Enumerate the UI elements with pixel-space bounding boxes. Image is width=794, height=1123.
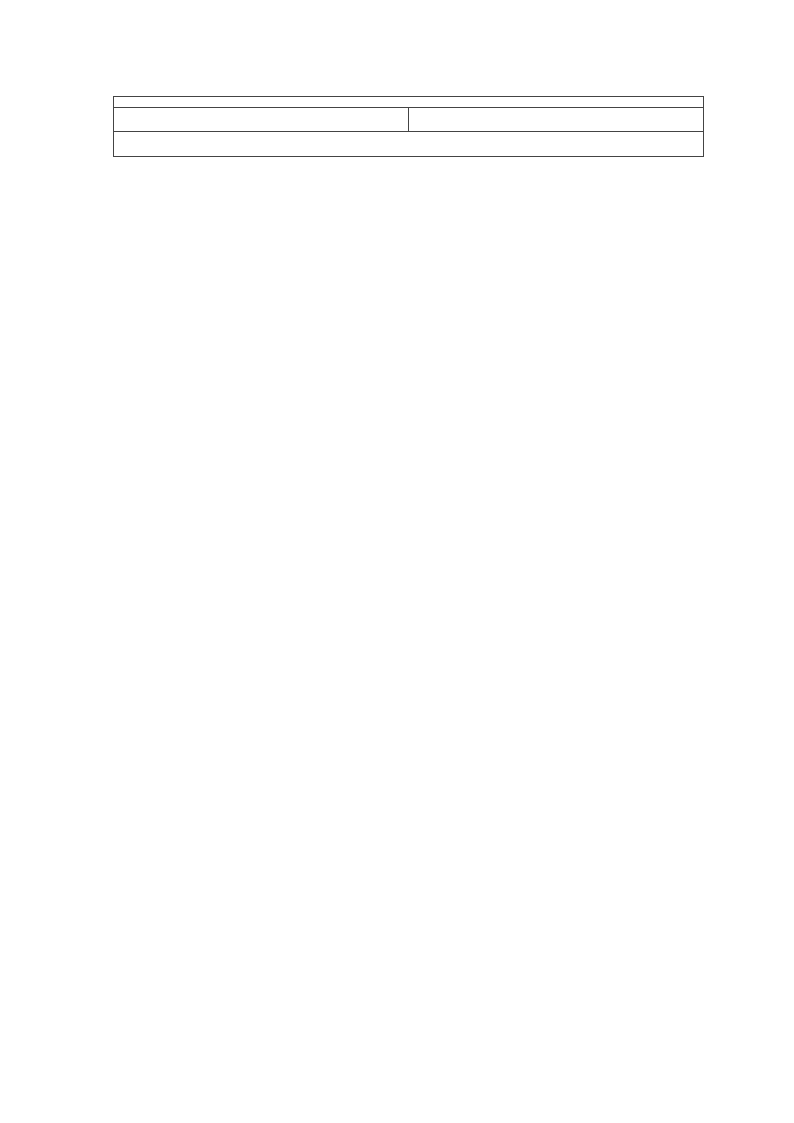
top-section-row — [114, 97, 704, 108]
design-intent-row — [114, 108, 704, 132]
top-section-cell — [114, 97, 704, 108]
bottom-section-content — [114, 132, 703, 156]
design-intent-text — [409, 108, 704, 132]
design-intent-label — [114, 108, 409, 132]
top-section-content — [114, 97, 703, 107]
lesson-plan-table — [113, 96, 704, 157]
bottom-section-row — [114, 132, 704, 157]
bottom-section-cell — [114, 132, 704, 157]
